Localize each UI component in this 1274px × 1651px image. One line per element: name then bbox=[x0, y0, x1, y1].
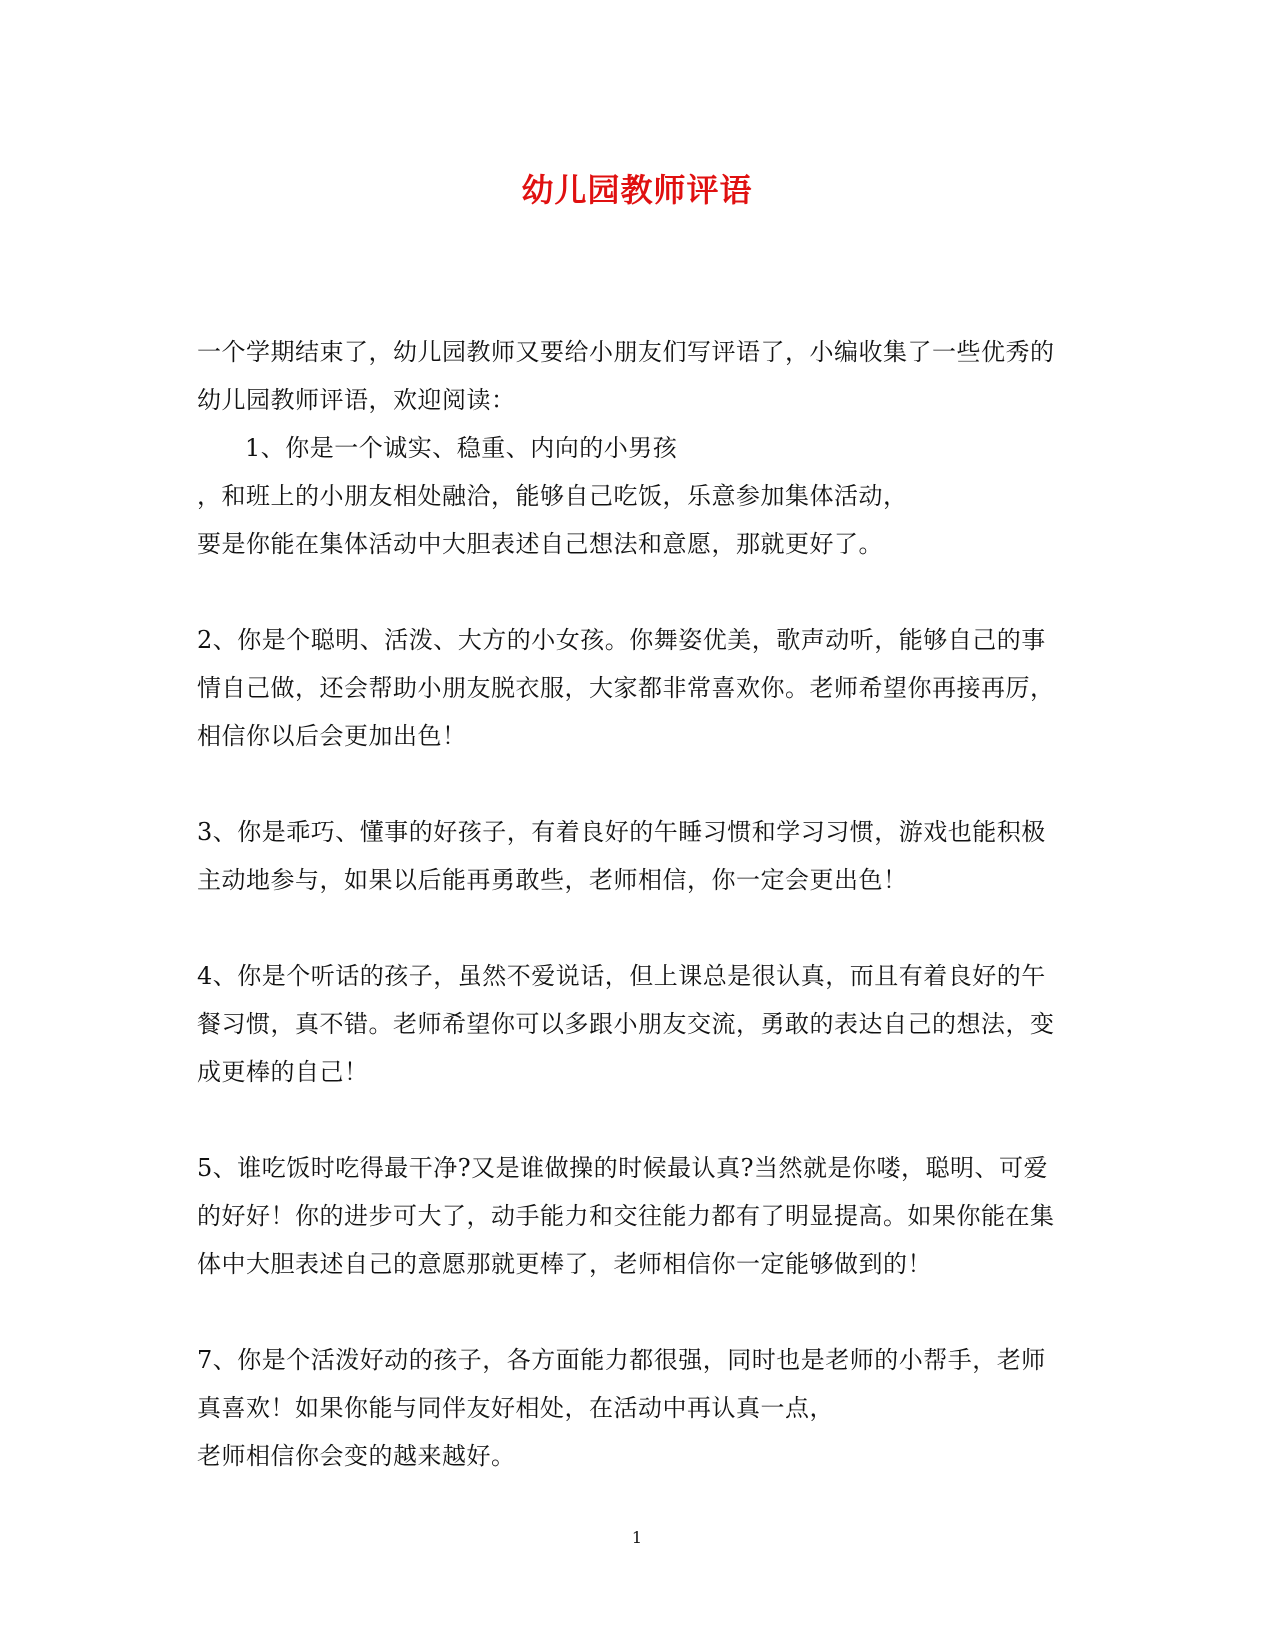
comment-line: ，和班上的小朋友相处融洽，能够自己吃饭，乐意参加集体活动， bbox=[197, 482, 908, 510]
paragraph-gap bbox=[197, 760, 1077, 808]
comment-line: 相信你以后会更加出色！ bbox=[197, 722, 467, 750]
comment-item-5 bbox=[197, 1144, 1077, 1288]
paragraph-gap bbox=[197, 568, 1077, 616]
comment-line: 主动地参与，如果以后能再勇敢些，老师相信，你一定会更出色！ bbox=[197, 866, 908, 894]
comment-line: 餐习惯，真不错。老师希望你可以多跟小朋友交流，勇敢的表达自己的想法，变 bbox=[197, 1010, 1055, 1038]
comment-item-3 bbox=[197, 808, 1077, 904]
paragraph-gap bbox=[197, 904, 1077, 952]
comment-line: 的好好！你的进步可大了，动手能力和交往能力都有了明显提高。如果你能在集 bbox=[197, 1202, 1055, 1230]
comment-line: 老师相信你会变的越来越好。 bbox=[197, 1442, 516, 1470]
comment-line: 情自己做，还会帮助小朋友脱衣服，大家都非常喜欢你。老师希望你再接再厉， bbox=[197, 674, 1055, 702]
intro-line: 幼儿园教师评语，欢迎阅读： bbox=[197, 386, 516, 414]
page-number: 1 bbox=[631, 1528, 643, 1547]
document-body bbox=[197, 328, 1077, 1480]
comment-line: 4、你是个听话的孩子，虽然不爱说话，但上课总是很认真，而且有着良好的午 bbox=[197, 962, 1046, 990]
comment-line: 5、谁吃饭时吃得最干净?又是谁做操的时候最认真?当然就是你喽，聪明、可爱 bbox=[197, 1154, 1049, 1182]
comment-line: 真喜欢！如果你能与同伴友好相处，在活动中再认真一点， bbox=[197, 1394, 834, 1422]
comment-line: 成更棒的自己！ bbox=[197, 1058, 369, 1086]
intro-paragraph bbox=[197, 328, 1077, 424]
comment-line: 3、你是乖巧、懂事的好孩子，有着良好的午睡习惯和学习习惯，游戏也能积极 bbox=[197, 818, 1046, 846]
intro-line: 一个学期结束了，幼儿园教师又要给小朋友们写评语了，小编收集了一些优秀的 bbox=[197, 338, 1055, 366]
comment-line: 体中大胆表述自己的意愿那就更棒了，老师相信你一定能够做到的！ bbox=[197, 1250, 932, 1278]
document-title: 幼儿园教师评语 bbox=[521, 171, 753, 209]
comment-item-7 bbox=[197, 1336, 1077, 1480]
comment-item-2 bbox=[197, 616, 1077, 760]
comment-line: 2、你是个聪明、活泼、大方的小女孩。你舞姿优美，歌声动听，能够自己的事 bbox=[197, 626, 1046, 654]
paragraph-gap bbox=[197, 1288, 1077, 1336]
comment-item-4 bbox=[197, 952, 1077, 1096]
comment-line: 1、你是一个诚实、稳重、内向的小男孩 bbox=[245, 434, 678, 462]
comment-line: 7、你是个活泼好动的孩子，各方面能力都很强，同时也是老师的小帮手，老师 bbox=[197, 1346, 1046, 1374]
paragraph-gap bbox=[197, 1096, 1077, 1144]
comment-item-1 bbox=[197, 424, 1077, 568]
comment-line: 要是你能在集体活动中大胆表述自己想法和意愿，那就更好了。 bbox=[197, 530, 883, 558]
